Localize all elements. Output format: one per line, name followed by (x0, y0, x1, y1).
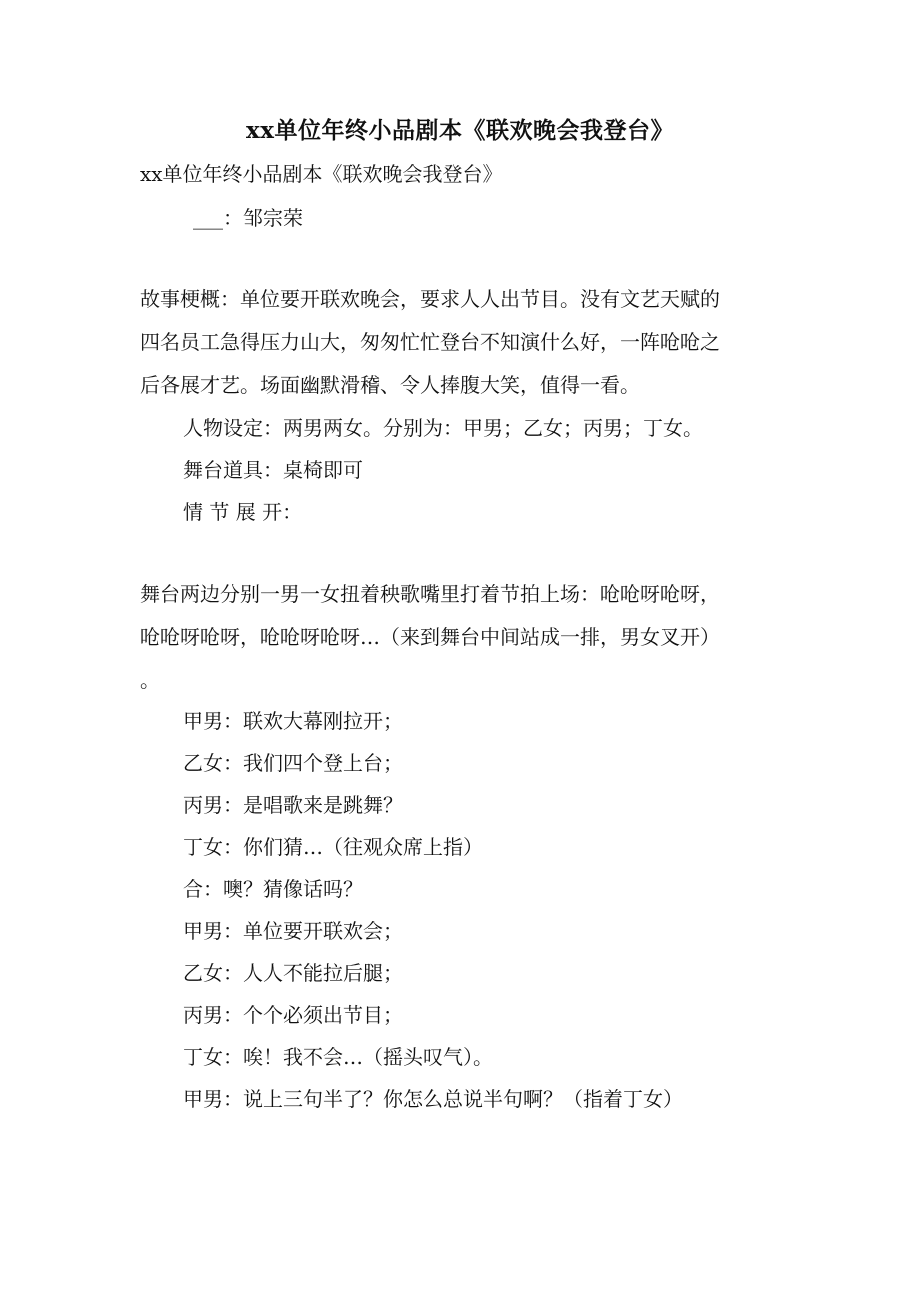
dialogue-line: 乙女：人人不能拉后腿； (183, 961, 403, 985)
synopsis-paragraph (140, 278, 780, 407)
dialogue-line: 乙女：我们四个登上台； (183, 751, 403, 775)
props-line: 舞台道具：桌椅即可 (183, 458, 363, 482)
document-subtitle: xx单位年终小品剧本《联欢晚会我登台》 (140, 162, 503, 186)
dialogue-line: 甲男：单位要开联欢会； (183, 919, 403, 943)
dialogue-line: 丙男：是唱歌来是跳舞？ (183, 793, 403, 817)
stage-direction-line: 。 (140, 668, 160, 692)
dialogue-line: 合：噢？猜像话吗？ (183, 877, 363, 901)
characters-line: 人物设定：两男两女。分别为：甲男；乙女；丙男；丁女。 (183, 416, 703, 440)
plot-heading: 情 节 展 开： (183, 500, 303, 524)
dialogue-line: 丁女：你们猜…（往观众席上指） (183, 835, 483, 859)
dialogue-line: 甲男：说上三句半了？你怎么总说半句啊？（指着丁女） (183, 1087, 683, 1111)
synopsis-line: 四名员工急得压力山大，匆匆忙忙登台不知演什么好，一阵呛呛之 (140, 330, 720, 354)
stage-direction-line: 舞台两边分别一男一女扭着秧歌嘴里打着节拍上场：呛呛呀呛呀， (140, 582, 720, 606)
dialogue-line: 丙男：个个必须出节目； (183, 1003, 403, 1027)
synopsis-line: 故事梗概：单位要开联欢晚会，要求人人出节目。没有文艺天赋的 (140, 287, 720, 311)
stage-direction-line: 呛呛呀呛呀，呛呛呀呛呀…（来到舞台中间站成一排，男女叉开） (140, 625, 720, 649)
stage-direction-paragraph (140, 573, 780, 702)
author-line: ___：邹宗荣 (193, 206, 303, 230)
synopsis-line: 后各展才艺。场面幽默滑稽、令人捧腹大笑，值得一看。 (140, 373, 640, 397)
dialogue-line: 甲男：联欢大幕刚拉开； (183, 709, 403, 733)
document-title: xx单位年终小品剧本《联欢晚会我登台》 (246, 117, 674, 144)
dialogue-line: 丁女：唉！我不会…（摇头叹气）。 (183, 1045, 493, 1069)
